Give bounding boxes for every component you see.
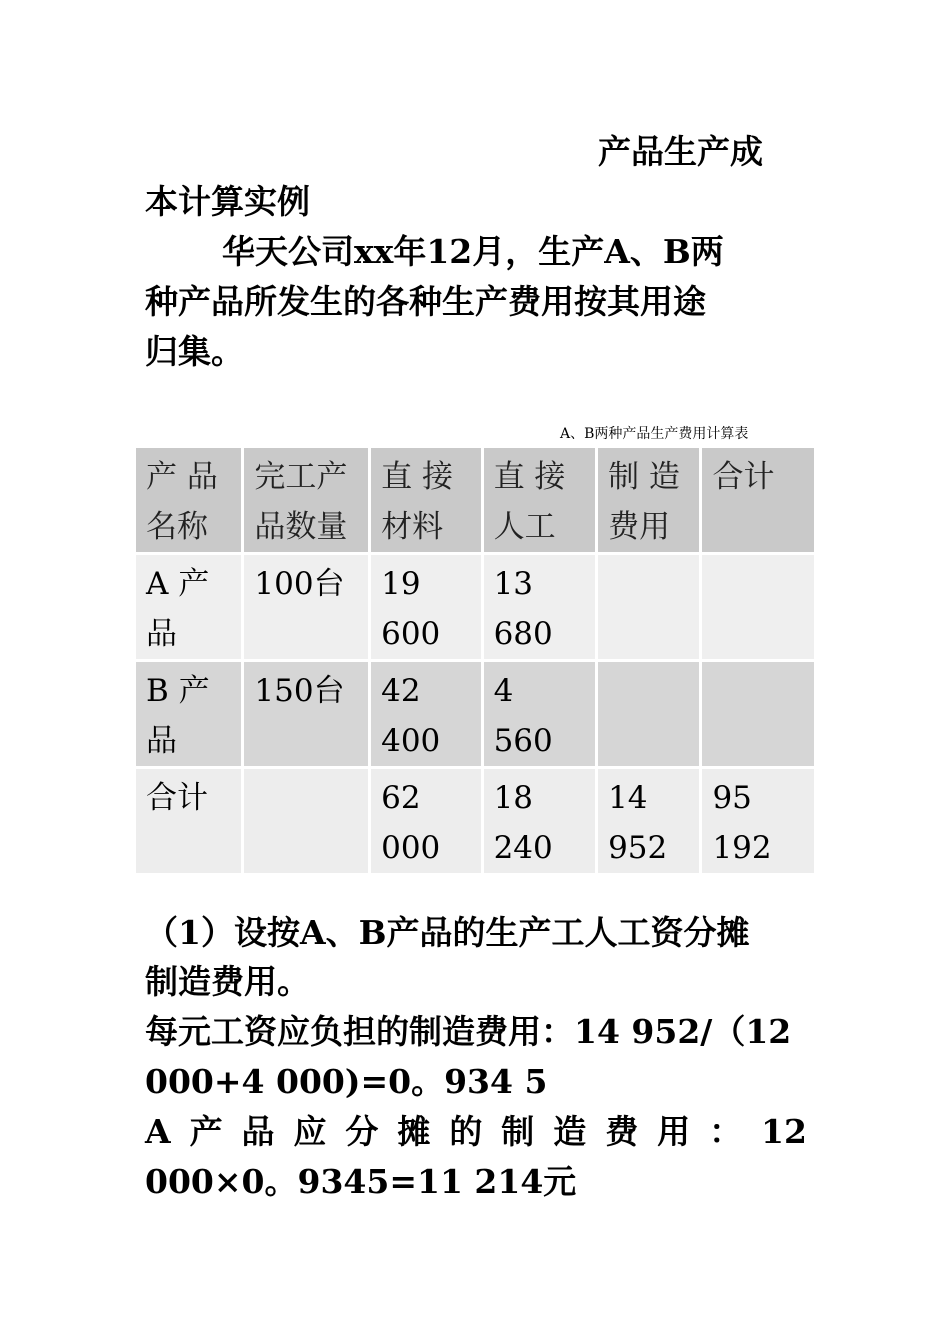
calc-char: 的: [449, 1112, 483, 1151]
calc-char: ：: [709, 1112, 743, 1151]
calc-char: 造: [553, 1112, 587, 1151]
table-cell: B 产 品: [136, 662, 241, 766]
calc-char: 12: [761, 1112, 807, 1151]
table-cell: 4 560: [484, 662, 596, 766]
table-cell: 合计: [136, 769, 241, 873]
calc-char: 摊: [397, 1112, 431, 1151]
table-cell: 100台: [244, 555, 368, 659]
calc-line-3: 每元工资应负担的制造费用：14 952/（12: [145, 1012, 792, 1051]
intro-line-2: 种产品所发生的各种生产费用按其用途: [145, 282, 706, 321]
table-cell: [598, 662, 699, 766]
title-line-2: 本计算实例: [145, 182, 310, 221]
table-cell: 42 400: [371, 662, 480, 766]
table-row: [136, 555, 814, 659]
header-overhead: 制 造 费用: [598, 448, 699, 552]
cost-table: [133, 445, 817, 876]
calc-char: 应: [293, 1112, 327, 1151]
intro-line-1: 华天公司xx年12月，生产A、B两: [222, 232, 724, 271]
header-direct-material: 直 接 材料: [371, 448, 480, 552]
table-cell: 62 000: [371, 769, 480, 873]
table-cell: 18 240: [484, 769, 596, 873]
table-cell: A 产 品: [136, 555, 241, 659]
calc-char: A: [145, 1112, 171, 1151]
table-cell: [244, 769, 368, 873]
calc-line-2: 制造费用。: [145, 962, 310, 1001]
calc-char: 费: [605, 1112, 639, 1151]
table-cell: 13 680: [484, 555, 596, 659]
table-cell: 19 600: [371, 555, 480, 659]
calc-line-1: （1）设按A、B产品的生产工人工资分摊: [145, 913, 750, 952]
header-quantity: 完工产 品数量: [244, 448, 368, 552]
intro-line-3: 归集。: [145, 332, 244, 371]
header-total: 合计: [702, 448, 814, 552]
table-cell: 150台: [244, 662, 368, 766]
calc-line-6: 000×0。9345=11 214元: [145, 1162, 577, 1201]
table-row: [136, 662, 814, 766]
table-header-row: [136, 448, 814, 552]
calc-char: 品: [241, 1112, 275, 1151]
calc-char: 产: [189, 1112, 223, 1151]
calc-line-5: [145, 1112, 807, 1152]
table-caption: A、B两种产品生产费用计算表: [560, 426, 749, 442]
title-line-1: 产品生产成: [598, 132, 763, 171]
calc-line-4: 000+4 000)=0。934 5: [145, 1062, 548, 1101]
calc-char: 分: [345, 1112, 379, 1151]
calc-char: 用: [657, 1112, 691, 1151]
table-cell: 95 192: [702, 769, 814, 873]
table-cell: [598, 555, 699, 659]
table-total-row: [136, 769, 814, 873]
table-cell: [702, 662, 814, 766]
header-product-name: 产 品 名称: [136, 448, 241, 552]
table-cell: [702, 555, 814, 659]
table-cell: 14 952: [598, 769, 699, 873]
header-direct-labor: 直 接 人工: [484, 448, 596, 552]
calc-char: 制: [501, 1112, 535, 1151]
